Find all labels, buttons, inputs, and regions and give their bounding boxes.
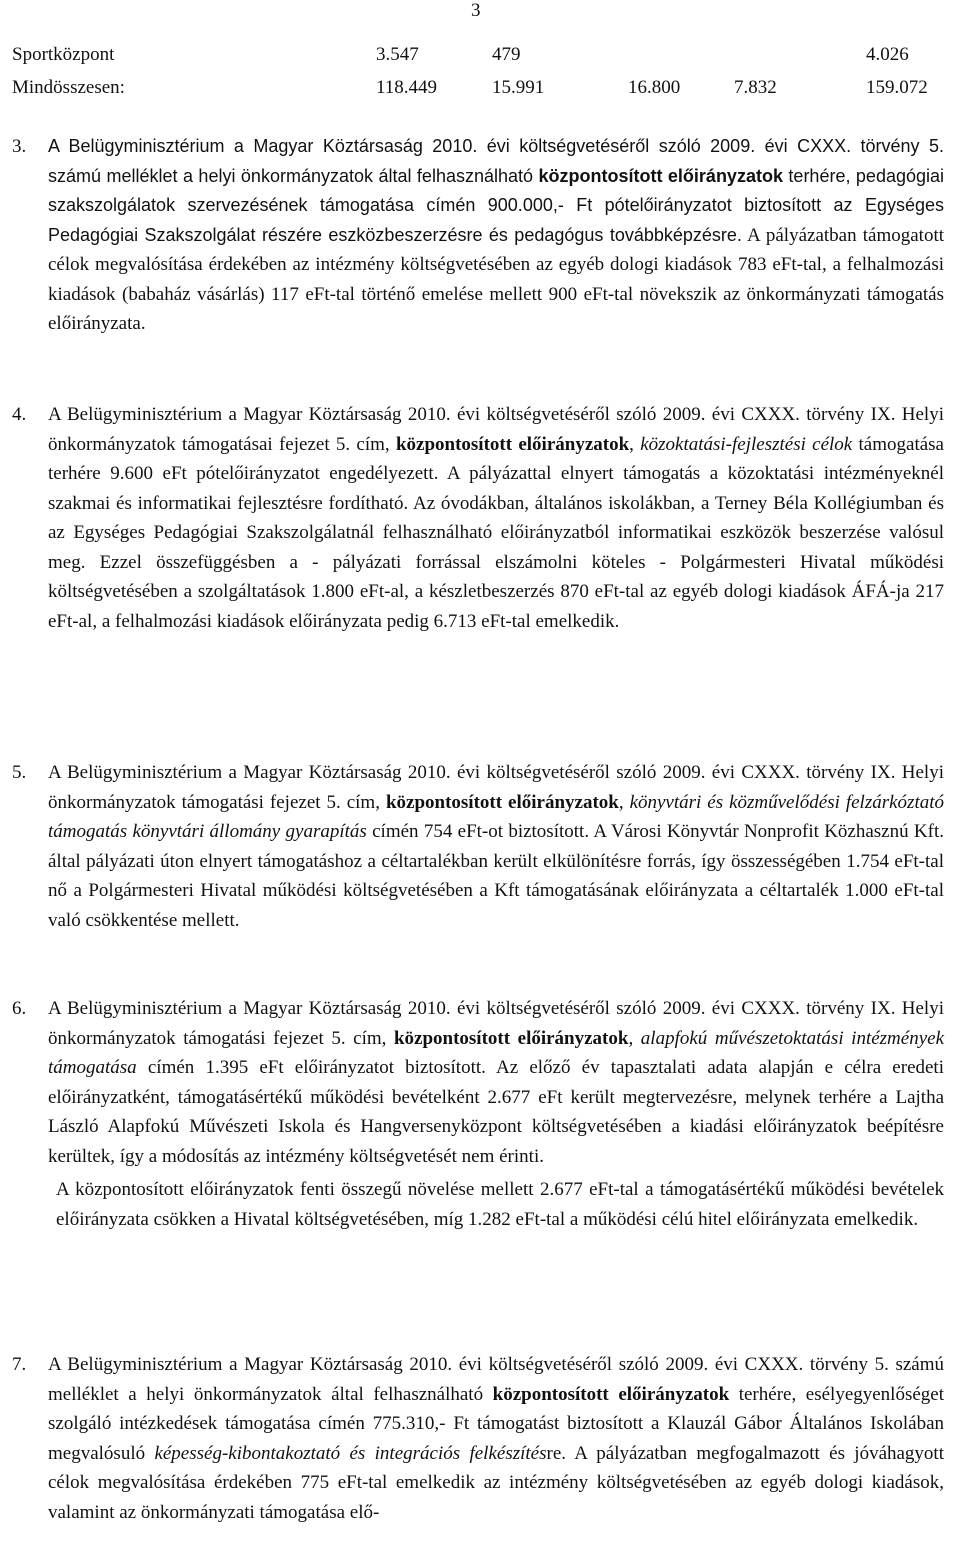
- cell: 7.832: [734, 77, 777, 98]
- section-5: [12, 758, 944, 935]
- section-6: [12, 994, 944, 1234]
- section-4: [12, 400, 944, 636]
- cell: 3.547: [376, 44, 419, 65]
- row-label: Mindösszesen:: [12, 77, 125, 98]
- table-row: [12, 77, 952, 105]
- section-7: [12, 1350, 944, 1527]
- section-body: A Belügyminisztérium a Magyar Köztársaság 2010. évi költségvetéséről szóló 2009. évi CXXX. törvény IX. Helyi önkormányzatok támogatási fejezet 5. cím, központosított előirányzatok, alapfokú művészetoktatási intézmények támogatása címén 1.395 eFt előirányzatot biztosított. Az előző év tapasztalati adata alapján e célra eredeti előirányzatként, támogatásértékű működési bevételként 2.677 eFt került megtervezésre, melynek terhére a Lajtha László Alapfokú Művészeti Iskola és Hangversenyközpont költségvetésében a kiadási előirányzatok beépítésre kerültek, így a módosítás az intézmény költségvetését nem érinti.: [48, 998, 945, 1167]
- section-body: A Belügyminisztérium a Magyar Köztársaság 2010. évi költségvetéséről szóló 2009. évi CXXX. törvény IX. Helyi önkormányzatok támogatási fejezet 5. cím, központosított előirányzatok, könyvtári és közművelődési felzárkóztató támogatás könyvtári állomány gyarapítás címén 754 eFt-ot biztosított. A Városi Könyvtár Nonprofit Közhasznú Kft. által pályázati úton elnyert támogatáshoz a céltartalékban került elkülönítésre forrás, így összességében 1.754 eFt-tal nő a Polgármesteri Hivatal működési költségvetésében a Kft támogatásának előirányzata a céltartalék 1.000 eFt-tal való csökkentése mellett.: [48, 762, 945, 931]
- section-number: 3.: [12, 136, 27, 157]
- page-number: 3: [471, 0, 481, 21]
- section-body: A Belügyminisztérium a Magyar Köztársaság 2010. évi költségvetéséről szóló 2009. évi CXXX. törvény IX. Helyi önkormányzatok támogatásai fejezet 5. cím, központosított előirányzatok, közoktatási-fejlesztési célok támogatása terhére 9.600 eFt pótelőirányzatot engedélyezett. A pályázattal elnyert támogatás a közoktatási intézményeknél szakmai és informatikai fejlesztésre fordítható. Az óvodákban, általános iskolákban, a Terney Béla Kollégiumban és az Egységes Pedagógiai Szakszolgálatnál felhasználható előirányzatból informatikai eszközök beszerzése valósul meg. Ezzel összefüggésben a - pályázati forrással elszámolni köteles - Polgármesteri Hivatal működési költségvetésében a szolgáltatások 1.800 eFt-al, a készletbeszerzés 870 eFt-tal az egyéb dologi kiadások ÁFÁ-ja 217 eFt-al, a felhalmozási kiadások előirányzata pedig 6.713 eFt-tal emelkedik.: [48, 404, 944, 632]
- section-number: 5.: [12, 762, 27, 783]
- cell: 4.026: [866, 44, 909, 65]
- section-number: 4.: [12, 404, 27, 425]
- section-note: A központosított előirányzatok fenti összegű növelése mellett 2.677 eFt-tal a támogatásértékű működési bevételek előirányzata csökken a Hivatal költségvetésében, míg 1.282 eFt-tal a működési célú hitel előirányzata emelkedik.: [56, 1179, 944, 1230]
- section-number: 7.: [12, 1354, 27, 1375]
- row-label: Sportközpont: [12, 44, 115, 65]
- cell: 118.449: [376, 77, 438, 98]
- cell: 479: [492, 44, 521, 65]
- section-body: A Belügyminisztérium a Magyar Köztársaság 2010. évi költségvetéséről szóló 2009. évi CXXX. törvény 5. számú melléklet a helyi önkormányzatok által felhasználható központosított előirányzatok terhére, esélyegyenlőséget szolgáló intézkedések támogatása címén 775.310,- Ft támogatást biztosított a Klauzál Gábor Általános Iskolában megvalósuló képesség-kibontakoztató és integrációs felkészítésre. A pályázatban megfogalmazott és jóváhagyott célok megvalósítása érdekében 775 eFt-tal emelkedik az intézmény költségvetésében az egyéb dologi kiadások, valamint az önkormányzati támogatása elő-: [48, 1354, 944, 1523]
- table-row: [12, 44, 952, 72]
- cell: 16.800: [628, 77, 681, 98]
- cell: 15.991: [492, 77, 545, 98]
- section-body: A Belügyminisztérium a Magyar Köztársaság 2010. évi költségvetéséről szóló 2009. évi CXXX. törvény 5. számú melléklet a helyi önkormányzatok által felhasználható központosított előirányzatok terhére, pedagógiai szakszolgálatok szervezésének támogatása címén 900.000,- Ft pótelőirányzatot biztosított az Egységes Pedagógiai Szakszolgálat részére eszközbeszerzésre és pedagógus továbbképzésre. A pályázatban támogatott célok megvalósítása érdekében az intézmény költségvetésében az egyéb dologi kiadások 783 eFt-tal, a felhalmozási kiadások (babaház vásárlás) 117 eFt-tal történő emelése mellett 900 eFt-tal növekszik az önkormányzati támogatás előirányzata.: [48, 136, 945, 334]
- cell: 159.072: [866, 77, 928, 98]
- section-number: 6.: [12, 998, 27, 1019]
- section-3: [12, 132, 944, 339]
